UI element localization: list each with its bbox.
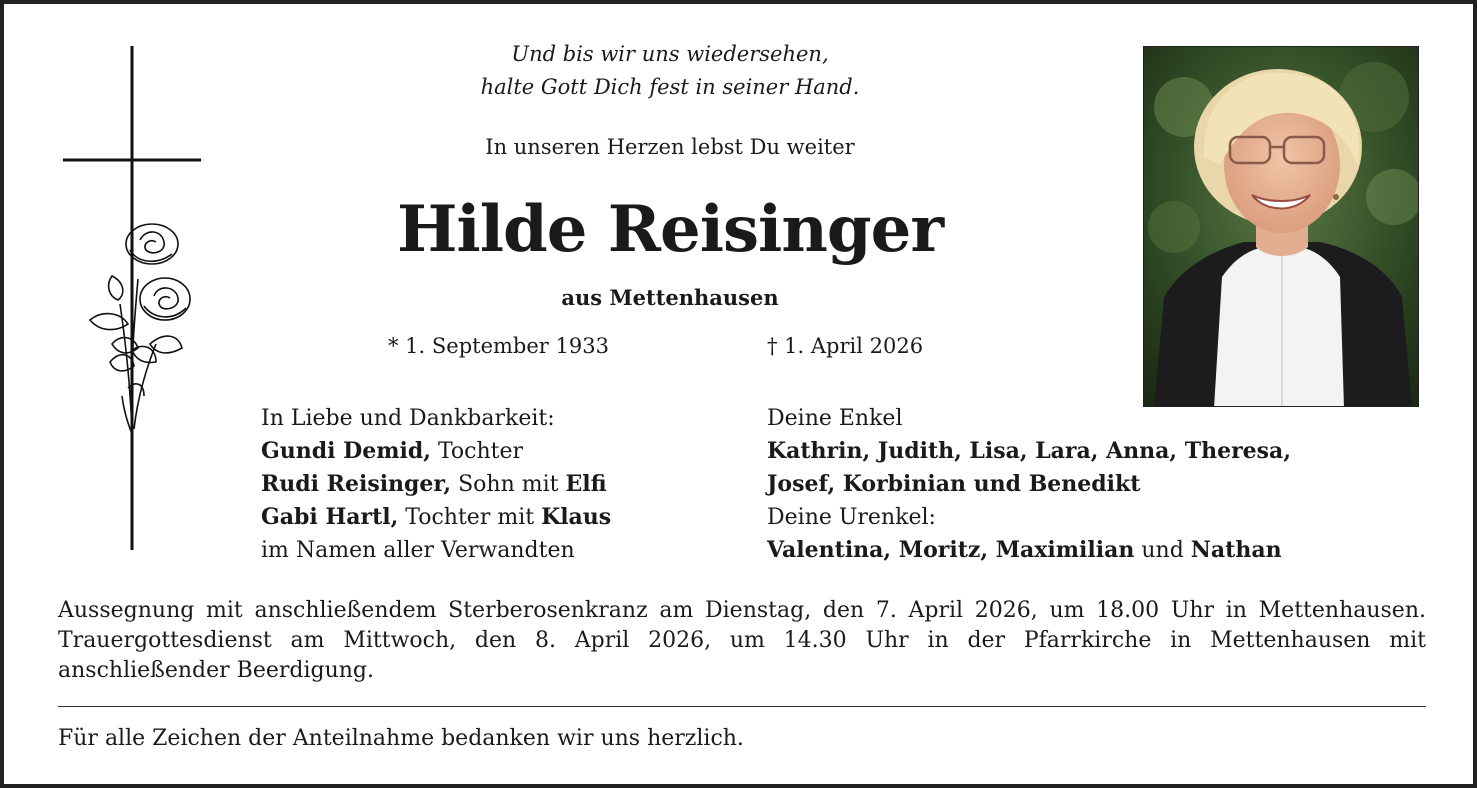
- divider: [58, 706, 1426, 707]
- mourner-name: Gabi Hartl,: [261, 504, 399, 530]
- grandchildren-label: Deine Enkel: [767, 406, 903, 431]
- subtitle: In unseren Herzen lebst Du weiter: [485, 135, 855, 159]
- birth-date: * 1. September 1933: [388, 334, 609, 358]
- mourner-name: Rudi Reisinger,: [261, 471, 452, 497]
- mourner-relation: Sohn mit: [458, 472, 559, 497]
- mourner-relation: Tochter: [437, 439, 524, 464]
- deceased-origin: aus Mettenhausen: [561, 285, 779, 310]
- great-grandchildren-and: und: [1141, 538, 1184, 563]
- mourner-relation: Tochter mit: [405, 505, 535, 530]
- great-grandchildren-last: Nathan: [1190, 537, 1282, 563]
- death-date: † 1. April 2026: [767, 334, 924, 358]
- mourners-right: [767, 402, 1291, 567]
- mourner-row: [261, 435, 611, 468]
- verse-line-2: halte Gott Dich fest in seiner Hand.: [480, 75, 860, 99]
- verse-line-1: Und bis wir uns wiedersehen,: [511, 42, 829, 66]
- great-grandchildren-names: Valentina, Moritz, Maximilian: [767, 537, 1135, 563]
- mourner-partner: Elfi: [565, 471, 607, 497]
- grandchildren-names-1: Kathrin, Judith, Lisa, Lara, Anna, Theresa,: [767, 438, 1291, 464]
- mourner-row: [261, 468, 611, 501]
- thanks-line: Für alle Zeichen der Anteilnahme bedanken wir uns herzlich.: [58, 726, 744, 751]
- great-grandchildren-row: [767, 534, 1291, 567]
- mourners-left: [261, 402, 611, 567]
- mourner-row: [261, 501, 611, 534]
- portrait-photo: [1143, 46, 1419, 407]
- deceased-name: Hilde Reisinger: [396, 192, 944, 267]
- grandchildren-names-2: Josef, Korbinian und Benedikt: [767, 471, 1141, 497]
- portrait-image: [1144, 47, 1419, 407]
- cross-with-roses-icon: [60, 44, 206, 554]
- mourner-partner: Klaus: [541, 504, 612, 530]
- mourner-name: Gundi Demid,: [261, 438, 431, 464]
- great-grandchildren-label: Deine Urenkel:: [767, 505, 936, 530]
- mourners-closing: im Namen aller Verwandten: [261, 538, 575, 563]
- mourners-intro: In Liebe und Dankbarkeit:: [261, 406, 555, 431]
- service-announcement: Aussegnung mit anschließendem Sterberosenkranz am Dienstag, den 7. April 2026, um 18.00 Uhr in Mettenhausen. Trauergottesdienst am Mittwoch, den 8. April 2026, um 14.30 Uhr in der Pfarrkirche in Mettenhausen mit anschließender Beerdigung.: [58, 598, 1426, 683]
